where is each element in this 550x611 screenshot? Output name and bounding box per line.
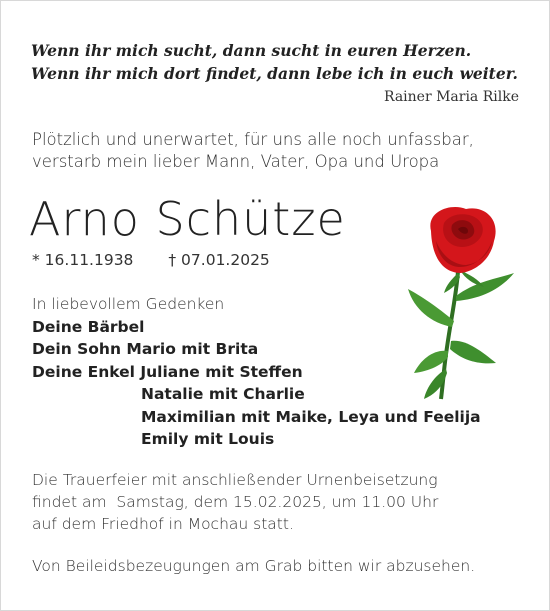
- quote-line-1: Wenn ihr mich sucht, dann sucht in euren Herzen.: [31, 41, 472, 60]
- mourner-line: Deine Bärbel: [32, 317, 145, 336]
- intro-line-1: Plötzlich und unerwartet, für uns alle noch unfassbar,: [32, 130, 474, 149]
- funeral-info: [32, 469, 522, 535]
- death-date: † 07.01.2025: [168, 251, 270, 269]
- mourner-line-indented: Natalie mit Charlie: [141, 385, 305, 403]
- mourner-line-indented: Emily mit Louis: [141, 430, 275, 448]
- intro-text: [32, 129, 522, 173]
- intro-line-2: verstarb mein lieber Mann, Vater, Opa und Uropa: [32, 152, 440, 171]
- mourner-line: Dein Sohn Mario mit Brita: [32, 340, 259, 358]
- birth-date: * 16.11.1938: [32, 251, 134, 269]
- mourner-line-indented: Maximilian mit Maike, Leya und Feelija: [141, 407, 481, 426]
- funeral-line-1: Die Trauerfeier mit anschließender Urnenbeisetzung: [32, 471, 438, 489]
- rilke-quote: [31, 39, 521, 85]
- rose-image: [396, 201, 526, 401]
- deceased-name: Arno Schütze: [29, 192, 346, 246]
- quote-author: Rainer Maria Rilke: [383, 89, 519, 105]
- funeral-line-2: findet am Samstag, dem 15.02.2025, um 11.00 Uhr: [32, 493, 439, 511]
- mourners-lead: In liebevollem Gedenken: [32, 295, 225, 313]
- closing-note: Von Beileidsbezeugungen am Grab bitten wir abzusehen.: [32, 557, 476, 575]
- mourner-line: Deine Enkel Juliane mit Steffen: [32, 362, 303, 381]
- quote-line-2: Wenn ihr mich dort findet, dann lebe ich in euch weiter.: [31, 64, 518, 83]
- funeral-line-3: auf dem Friedhof in Mochau statt.: [32, 515, 294, 533]
- life-dates: [32, 251, 270, 269]
